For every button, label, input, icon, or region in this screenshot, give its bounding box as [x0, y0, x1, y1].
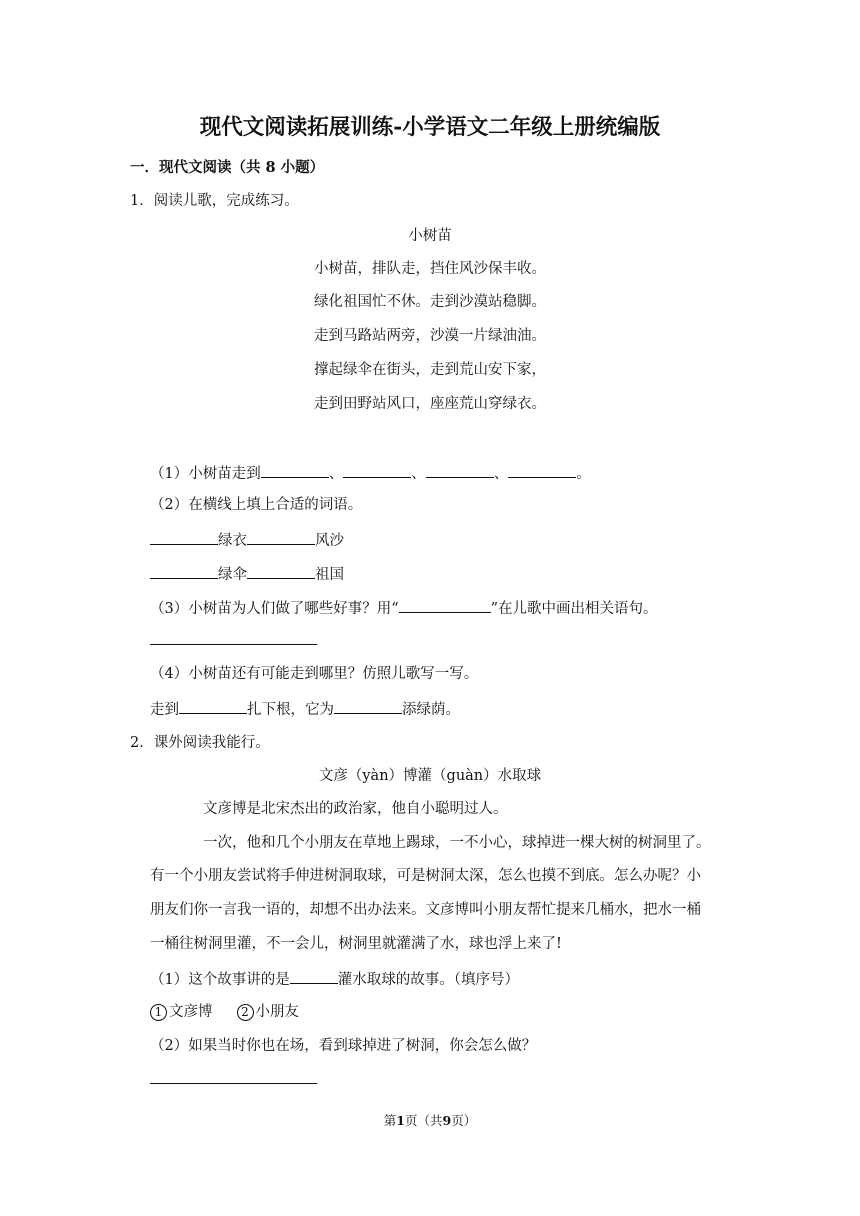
q1-sub1-blank-2[interactable]	[343, 463, 411, 478]
poem-title: 小树苗	[408, 228, 452, 244]
story-line: 一次，他和几个小朋友在草地上踢球，一不小心，球掉进一棵大树的树洞里了。	[203, 835, 711, 851]
option-1-text[interactable]: 文彦博	[169, 1004, 213, 1020]
q1-sub4-c: 添绿荫。	[402, 702, 460, 718]
poem-line: 走到田野站风口，座座荒山穿绿衣。	[314, 396, 546, 412]
story-line: 朋友们你一言我一语的，却想不出办法来。文彦博叫小朋友帮忙提来几桶水，把水一桶	[150, 902, 701, 918]
poem-line: 绿化祖国忙不休。走到沙漠站稳脚。	[314, 294, 546, 310]
poem-line: 撑起绿伞在街头，走到荒山安下家，	[314, 362, 546, 378]
q1-sub3-prefix: （3）小树苗为人们做了哪些好事？用“	[150, 601, 399, 617]
q1-sub1-blank-1[interactable]	[261, 463, 329, 478]
q2-sub1	[150, 969, 519, 989]
q1-sub1-sep: 、	[411, 466, 426, 482]
q1-sub4-a: 走到	[150, 702, 179, 718]
q1-sub3-suffix: ”在儿歌中画出相关语句。	[490, 601, 658, 617]
q1-sub1-blank-3[interactable]	[426, 463, 494, 478]
page-footer	[0, 1113, 860, 1129]
footer-page-number: 1	[396, 1113, 405, 1128]
fill-blank[interactable]	[247, 564, 315, 579]
document-title: 现代文阅读拓展训练-小学语文二年级上册统编版	[199, 115, 661, 140]
fill-blank[interactable]	[290, 969, 338, 984]
q2-sub1-prefix: （1）这个故事讲的是	[150, 972, 290, 988]
q1-sub1-end: 。	[576, 466, 591, 482]
q1-sub1-sep: 、	[328, 466, 344, 482]
fill-blank[interactable]	[334, 699, 402, 714]
q2-options	[150, 1003, 299, 1021]
q1-fill-row-a	[150, 530, 344, 550]
q1-sub1-sep: 、	[493, 466, 509, 482]
footer-prefix: 第	[383, 1113, 397, 1128]
footer-suffix: 页）	[451, 1113, 477, 1128]
q2-sub2: （2）如果当时你也在场，看到球掉进了树洞，你会怎么做？	[150, 1038, 537, 1054]
fill-word: 祖国	[315, 567, 344, 583]
option-number-circle: 2	[237, 1004, 254, 1021]
fill-word: 绿衣	[218, 533, 247, 549]
fill-blank[interactable]	[150, 530, 218, 545]
story-line: 有一个小朋友尝试将手伸进树洞取球，可是树洞太深，怎么也摸不到底。怎么办呢？小	[150, 868, 701, 884]
q1-sub1-prefix: （1）小树苗走到	[150, 466, 261, 482]
q1-sub3-answer-line[interactable]	[150, 644, 317, 645]
fill-blank[interactable]	[179, 699, 247, 714]
story-title: 文彦（yàn）博灌（guàn）水取球	[318, 768, 542, 784]
q2-sub2-answer-line[interactable]	[150, 1083, 317, 1084]
q1-sub1	[150, 463, 591, 483]
fill-word: 风沙	[315, 533, 344, 549]
underline-sample	[399, 598, 491, 613]
q1-sub1-blank-4[interactable]	[508, 463, 576, 478]
q1-sub4: （4）小树苗还有可能走到哪里？仿照儿歌写一写。	[150, 666, 479, 682]
q1-sub2: （2）在横线上填上合适的词语。	[150, 497, 363, 513]
fill-blank[interactable]	[150, 564, 218, 579]
story-line: 一桶往树洞里灌，不一会儿，树洞里就灌满了水，球也浮上来了!	[150, 936, 562, 952]
footer-total-pages: 9	[442, 1113, 452, 1128]
option-number-circle: 1	[150, 1004, 167, 1021]
footer-middle: 页（共	[404, 1113, 443, 1128]
fill-blank[interactable]	[247, 530, 315, 545]
question-1-label: 1．阅读儿歌，完成练习。	[130, 193, 299, 209]
option-2-text[interactable]: 小朋友	[255, 1004, 299, 1020]
q1-sub4-b: 扎下根，它为	[247, 702, 334, 718]
section-heading: 一．现代文阅读（共 8 小题）	[130, 159, 325, 176]
q1-sub4-fill	[150, 699, 460, 719]
question-2-label: 2．课外阅读我能行。	[130, 735, 270, 751]
q1-fill-row-b	[150, 564, 344, 584]
poem-line: 走到马路站两旁，沙漠一片绿油油。	[314, 328, 546, 344]
story-paragraph: 文彦博是北宋杰出的政治家，他自小聪明过人。	[203, 801, 508, 817]
poem-line: 小树苗，排队走，挡住风沙保丰收。	[314, 261, 546, 277]
q2-sub1-suffix: 灌水取球的故事。（填序号）	[337, 972, 519, 988]
q1-sub3	[150, 598, 658, 618]
fill-word: 绿伞	[218, 567, 247, 583]
